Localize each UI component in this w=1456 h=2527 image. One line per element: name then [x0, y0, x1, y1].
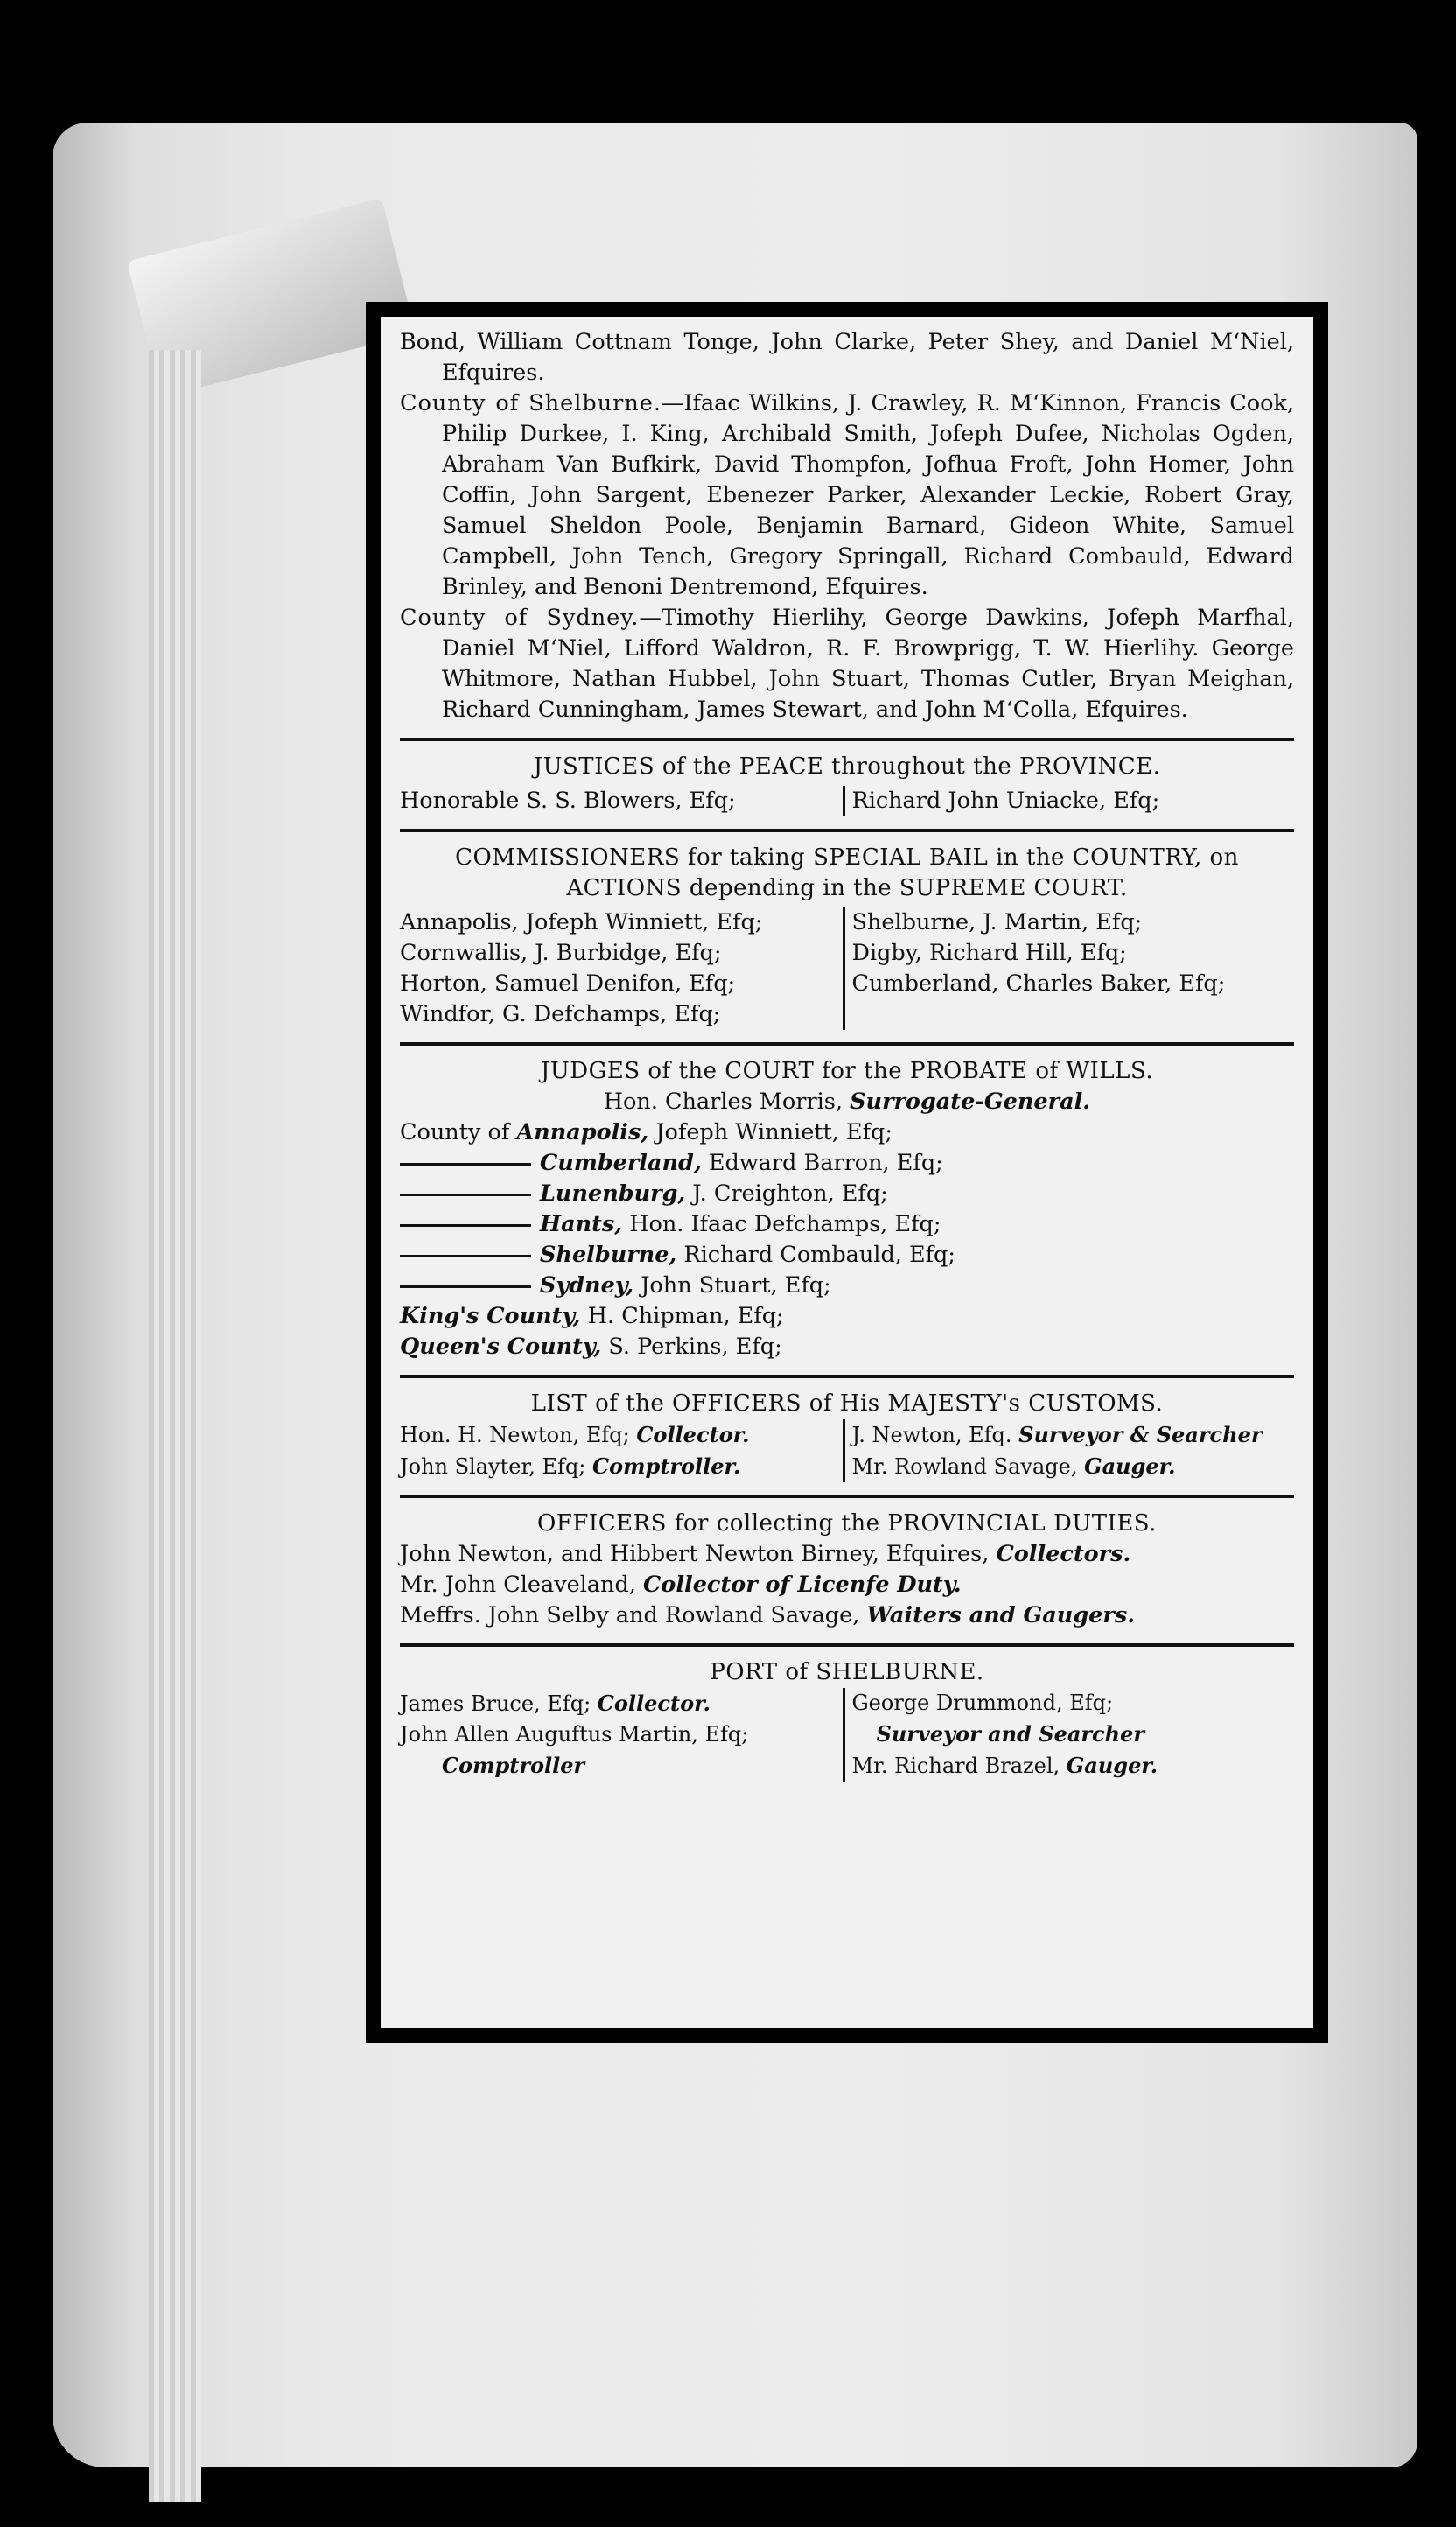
- divider: [400, 738, 1294, 741]
- probate-row: [400, 1332, 1294, 1362]
- port-entry: [400, 1750, 843, 1782]
- probate-county: Annapolis,: [516, 1119, 649, 1145]
- printed-frame: [366, 302, 1328, 2043]
- divider: [400, 1494, 1294, 1498]
- commissioners-section: [400, 843, 1294, 1030]
- port-columns: [400, 1688, 1294, 1782]
- divider: [400, 1042, 1294, 1046]
- commissioner-entry: Cumberland, Charles Baker, Efq;: [851, 970, 1226, 997]
- officer-name: James Bruce, Efq;: [400, 1691, 592, 1716]
- probate-judge: J. Creighton, Efq;: [692, 1180, 888, 1207]
- commissioner-entry: Shelburne, J. Martin, Efq;: [851, 909, 1143, 935]
- probate-row: [400, 1179, 1294, 1209]
- officer-name: John Newton, and Hibbert Newton Birney, Efquires,: [400, 1541, 990, 1567]
- customs-columns: [400, 1419, 1294, 1482]
- customs-section: [400, 1389, 1294, 1482]
- commissioner-entry: Digby, Richard Hill, Efq;: [851, 940, 1127, 966]
- sydney-county-names: —Timothy Hierlihy, George Dawkins, Jofeph Marfhal, Daniel M‘Niel, Lifford Waldron, R. F. Browprigg, T. W. Hierlihy. George Whitmore, Nathan Hubbel, John Stuart, Thomas Cutler, Bryan Meighan, Richard Cunningham, James Stewart, and John M‘Colla, Efquires.: [442, 605, 1294, 723]
- officer-role: Surveyor & Searcher: [1018, 1422, 1263, 1447]
- commissioner-entry: Horton, Samuel Denifon, Efq;: [400, 970, 736, 997]
- probate-judge: Jofeph Winniett, Efq;: [655, 1119, 892, 1145]
- county-prefix: County of: [400, 1119, 510, 1145]
- probate-county: Shelburne,: [540, 1242, 677, 1268]
- justice-entry: Honorable S. S. Blowers, Efq;: [400, 788, 736, 814]
- page-edge-stack: [149, 350, 201, 2502]
- divider: [400, 1375, 1294, 1378]
- ditto-rule: [400, 1255, 531, 1257]
- ditto-rule: [400, 1194, 531, 1196]
- officer-role: Collector.: [597, 1690, 710, 1716]
- shelburne-county-label: County of Shelburne.: [400, 390, 662, 416]
- probate-judge: Hon. Ifaac Defchamps, Efq;: [629, 1211, 942, 1237]
- probate-row: [400, 1209, 1294, 1240]
- officer-name: Mr. Rowland Savage,: [851, 1454, 1078, 1479]
- customs-heading: LIST of the OFFICERS of His MAJESTY's CUSTOMS.: [530, 1390, 1164, 1417]
- commissioners-right: [843, 907, 1295, 1030]
- shelburne-county-entry: [400, 388, 1294, 603]
- port-entry: [400, 1719, 843, 1750]
- probate-county: Queen's County,: [400, 1334, 602, 1360]
- ditto-rule: [400, 1163, 531, 1166]
- port-heading: PORT of SHELBURNE.: [710, 1659, 984, 1685]
- sydney-county-entry: [400, 603, 1294, 725]
- officer-role: Gauger.: [1084, 1453, 1176, 1479]
- provincial-entry: [400, 1570, 1294, 1600]
- provincial-heading: OFFICERS for collecting the PROVINCIAL DUTIES.: [537, 1510, 1157, 1536]
- counties-continued-line: Bond, William Cottnam Tonge, John Clarke, Peter Shey, and Daniel M‘Niel, Efquires.: [400, 329, 1294, 386]
- probate-heading: JUDGES of the COURT for the PROBATE of WILLS.: [540, 1058, 1154, 1084]
- justices-heading: JUSTICES of the PEACE throughout the PROVINCE.: [533, 753, 1161, 780]
- probate-row: [400, 1270, 1294, 1301]
- customs-right: [843, 1419, 1295, 1482]
- probate-row: [400, 1117, 1294, 1148]
- commissioners-left: [400, 907, 843, 1030]
- probate-judge: John Stuart, Efq;: [640, 1272, 831, 1298]
- officer-name: George Drummond, Efq;: [851, 1690, 1114, 1715]
- probate-county: Lunenburg,: [540, 1180, 686, 1207]
- surrogate-title: Surrogate-General.: [850, 1088, 1091, 1115]
- port-shelburne-section: [400, 1657, 1294, 1782]
- commissioner-entry: Cornwallis, J. Burbidge, Efq;: [400, 940, 722, 966]
- probate-judge: H. Chipman, Efq;: [587, 1303, 784, 1329]
- port-left: [400, 1688, 843, 1782]
- justices-right: [843, 786, 1295, 816]
- probate-row: [400, 1301, 1294, 1332]
- commissioner-entry: Windfor, G. Defchamps, Efq;: [400, 1001, 721, 1027]
- officer-role: Gauger.: [1066, 1753, 1158, 1778]
- probate-row: [400, 1148, 1294, 1179]
- probate-county: King's County,: [400, 1303, 581, 1329]
- officer-role: Collector of Licenfe Duty.: [643, 1572, 962, 1598]
- officer-name: J. Newton, Efq.: [851, 1423, 1012, 1447]
- customs-left: [400, 1419, 843, 1482]
- port-entry: [400, 1688, 843, 1719]
- provincial-entry: [400, 1600, 1294, 1631]
- officer-name: Mr. John Cleaveland,: [400, 1572, 636, 1598]
- probate-county: Hants,: [540, 1211, 623, 1237]
- officer-role: Surveyor and Searcher: [876, 1721, 1145, 1746]
- provincial-section: [400, 1508, 1294, 1631]
- justices-columns: [400, 786, 1294, 816]
- counties-section: [400, 327, 1294, 725]
- port-entry: [852, 1718, 1295, 1750]
- officer-name: Meffrs. John Selby and Rowland Savage,: [400, 1602, 860, 1628]
- officer-role: Comptroller: [442, 1753, 585, 1778]
- divider: [400, 1643, 1294, 1647]
- ditto-rule: [400, 1285, 531, 1288]
- customs-entry: [852, 1451, 1295, 1482]
- officer-role: Collectors.: [996, 1541, 1131, 1567]
- officer-name: Mr. Richard Brazel,: [851, 1754, 1060, 1778]
- sydney-county-label: County of Sydney.: [400, 605, 640, 631]
- surrogate-name: Hon. Charles Morris,: [603, 1088, 843, 1115]
- commissioners-columns: [400, 907, 1294, 1030]
- officer-name: John Slayter, Efq;: [400, 1454, 586, 1479]
- probate-county: Sydney,: [540, 1272, 634, 1298]
- customs-entry: [852, 1419, 1295, 1451]
- port-right: [843, 1688, 1295, 1782]
- probate-judge: Edward Barron, Efq;: [708, 1150, 943, 1176]
- officer-role: Waiters and Gaugers.: [866, 1602, 1136, 1628]
- frame-content: [378, 314, 1316, 2031]
- surrogate-line: [400, 1087, 1294, 1117]
- ditto-rule: [400, 1224, 531, 1227]
- port-entry: [852, 1688, 1295, 1718]
- customs-entry: [400, 1451, 843, 1482]
- probate-judge: S. Perkins, Efq;: [608, 1334, 782, 1360]
- probate-section: [400, 1056, 1294, 1362]
- officer-name: Hon. H. Newton, Efq;: [400, 1423, 630, 1447]
- commissioners-heading: COMMISSIONERS for taking SPECIAL BAIL in the COUNTRY, on ACTIONS depending in the SUPREME COURT.: [455, 844, 1239, 901]
- probate-judge: Richard Combauld, Efq;: [683, 1242, 956, 1268]
- commissioner-entry: Annapolis, Jofeph Winniett, Efq;: [400, 909, 763, 935]
- probate-row: [400, 1240, 1294, 1270]
- justice-entry: Richard John Uniacke, Efq;: [851, 788, 1160, 814]
- shelburne-county-names: —Ifaac Wilkins, J. Crawley, R. M‘Kinnon, Francis Cook, Philip Durkee, I. King, Archibald Smith, Jofeph Dufee, Nicholas Ogden, Abraham Van Bufkirk, David Thompfon, Jofhua Froft, John Homer, John Coffin, John Sargent, Ebenezer Parker, Alexander Leckie, Robert Gray, Samuel Sheldon Poole, Benjamin Barnard, Gideon White, Samuel Campbell, John Tench, Gregory Springall, Richard Combauld, Edward Brinley, and Benoni Dentremond, Efquires.: [442, 390, 1294, 600]
- officer-role: Collector.: [636, 1422, 750, 1447]
- probate-county: Cumberland,: [540, 1150, 702, 1176]
- port-entry: [852, 1750, 1295, 1782]
- customs-entry: [400, 1419, 843, 1451]
- provincial-entry: [400, 1539, 1294, 1570]
- justices-left: [400, 786, 843, 816]
- officer-name: John Allen Auguftus Martin, Efq;: [400, 1722, 749, 1746]
- divider: [400, 829, 1294, 832]
- justices-section: [400, 752, 1294, 816]
- officer-role: Comptroller.: [592, 1453, 741, 1479]
